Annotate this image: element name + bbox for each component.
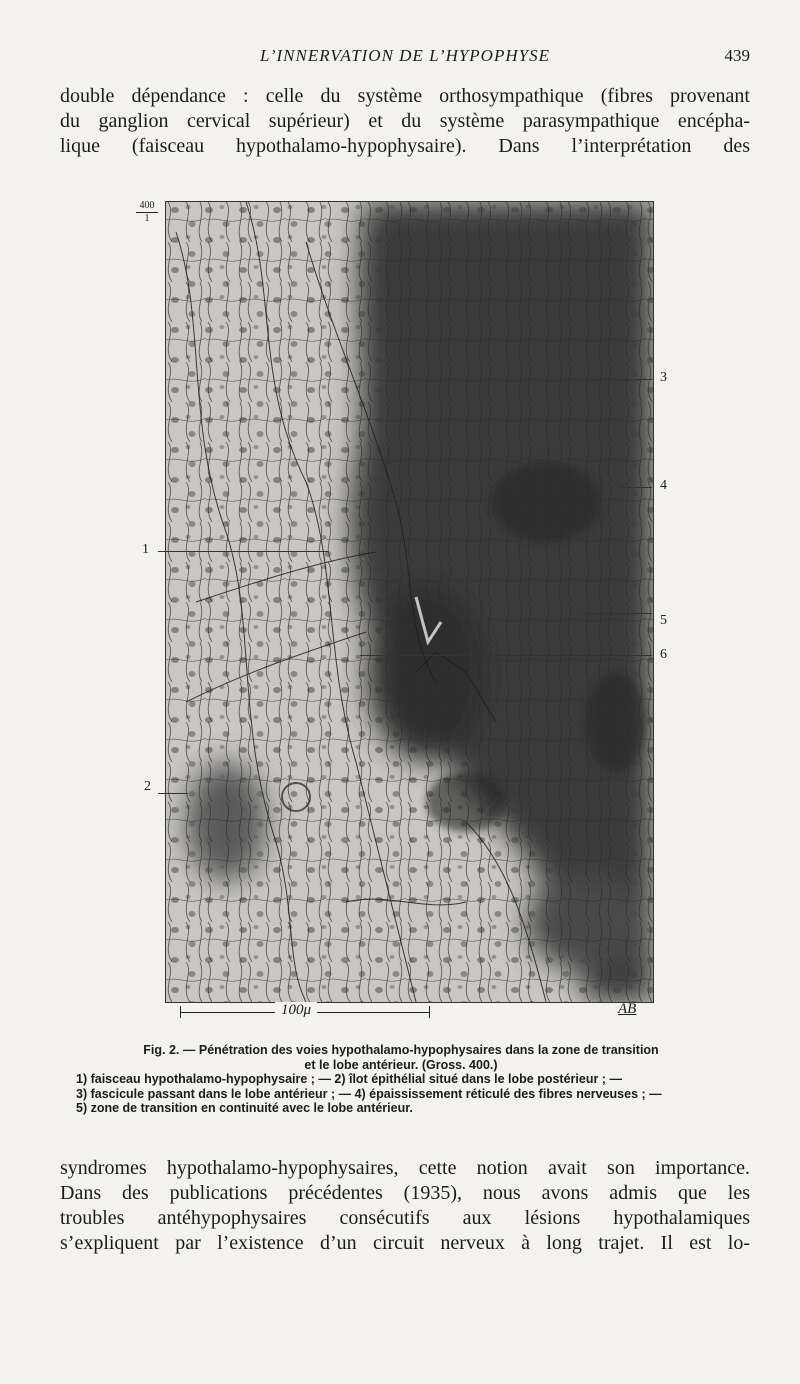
label-3: 3 [660,370,667,385]
caption-legend-line: 5) zone de transition en continuité avec le lobe antérieur. [76,1101,413,1115]
caption-title [76,1043,726,1058]
label-3-leader [590,379,652,380]
caption-legend-line: 1) faisceau hypothalamo-hypophysaire ; — 2) îlot épithélial situé dans le lobe postérieur ; — [76,1072,622,1086]
caption-figure-number: Fig. 2. [143,1043,180,1057]
caption-title-line-2: et le lobe antérieur. (Gross. 400.) [304,1057,498,1072]
label-4: 4 [660,478,667,493]
running-title: L’INNERVATION DE L’HYPOPHYSE [260,46,550,65]
caption-legend-line: 3) fascicule passant dans le lobe antérieur ; — 4) épaississement réticulé des fibres nerveuses ; — [76,1086,662,1101]
figure-2 [120,195,700,1035]
text-line: s’expliquent par l’existence d’un circuit nerveux à long trajet. Il est lo- [60,1232,750,1254]
label-6: 6 [660,647,667,662]
text-line: Dans des publications précédentes (1935), nous avons admis que les [60,1182,750,1204]
micrograph-drawing [166,202,653,1002]
magnification-numerator: 400 [139,200,155,211]
text-line: syndromes hypothalamo-hypophysaires, cette notion avait son importance. [60,1157,750,1179]
micrograph-image [165,201,654,1003]
label-1: 1 [142,542,149,557]
magnification-ratio [136,201,158,224]
scale-bar [180,1002,430,1019]
caption-title-line-1: — Pénétration des voies hypothalamo-hypophysaires dans la zone de transition [182,1043,659,1057]
label-1-leader [158,551,328,552]
text-line: double dépendance : celle du système orthosympathique (fibres provenant [60,85,750,107]
label-6-leader [360,655,652,656]
scale-bar-label: 100μ [275,1002,317,1019]
label-2-leader [158,793,188,794]
magnification-denominator: 1 [144,213,150,224]
running-head [60,44,750,70]
label-5-leader [580,613,652,614]
paragraph-top [60,84,750,159]
page-number: 439 [724,46,750,65]
figure-caption [76,1043,726,1116]
label-4-leader [620,487,652,488]
text-line: lique (faisceau hypothalamo-hypophysaire). Dans l’interprétation des [60,135,750,157]
paragraph-bottom [60,1156,750,1256]
text-line: troubles antéhypophysaires consécutifs aux lésions hypothalamiques [60,1207,750,1229]
text-line: du ganglion cervical supérieur) et du système parasympathique encépha- [60,110,750,132]
label-5: 5 [660,613,667,628]
artist-signature: AB [618,1001,637,1017]
label-2: 2 [144,779,151,794]
